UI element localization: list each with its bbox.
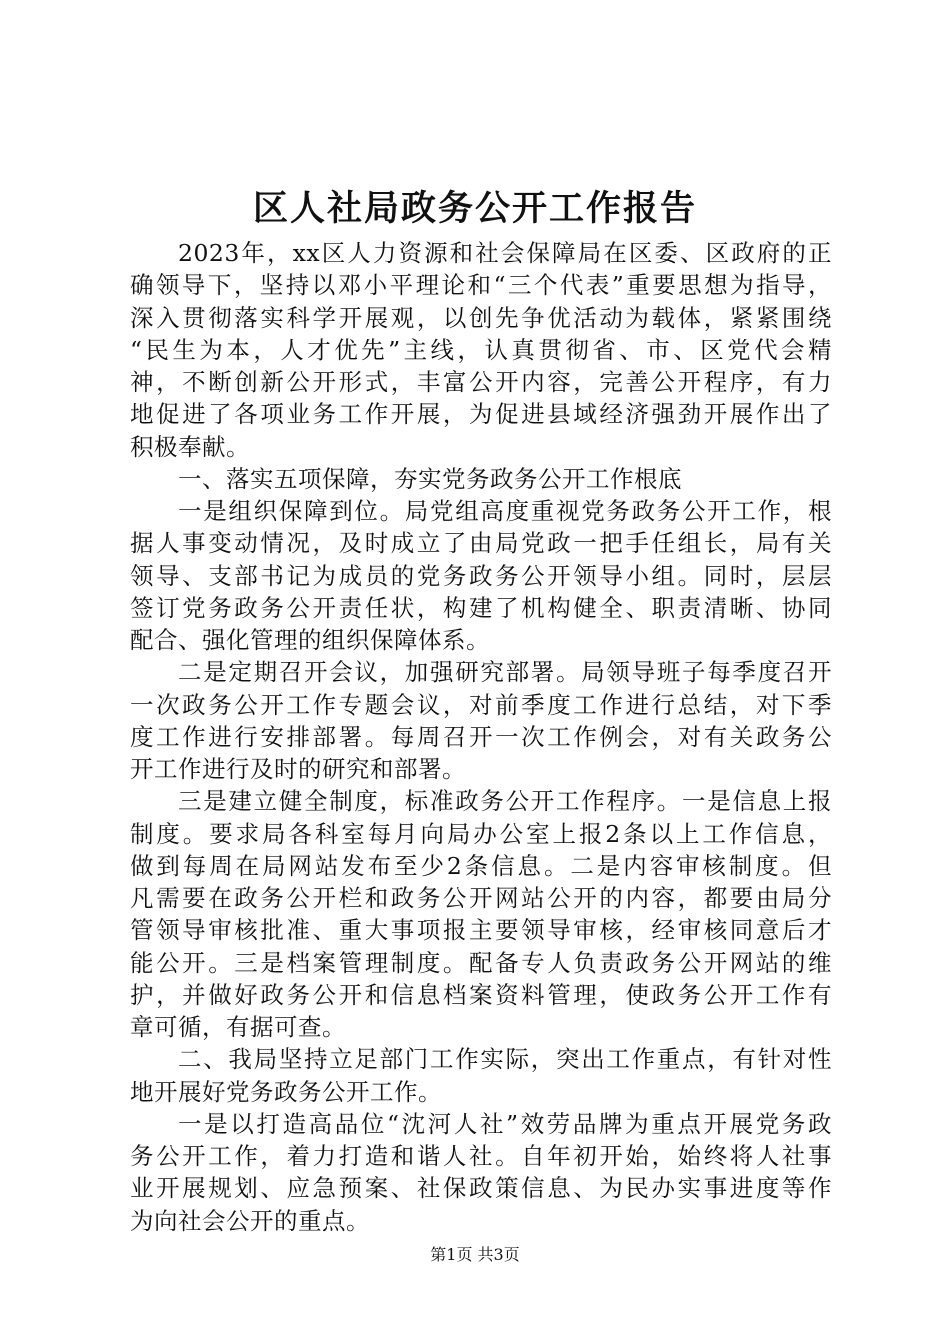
text-line: 一、落实五项保障，夯实党务政务公开工作根底 bbox=[178, 464, 682, 493]
text-line: 章可循，有据可查。 bbox=[130, 1013, 346, 1041]
text-line: 领导、支部书记为成员的党务政务公开领导小组。同时，层层 bbox=[130, 561, 832, 590]
text-line: 配合、强化管理的组织保障体系。 bbox=[130, 626, 490, 654]
text-line: 2023年，xx区人力资源和社会保障局在区委、区政府的正 bbox=[178, 239, 832, 267]
text-line: 开工作进行及时的研究和部署。 bbox=[130, 755, 466, 783]
text-line: 地开展好党务政务公开工作。 bbox=[130, 1077, 442, 1106]
text-line: 一是以打造高品位“沈河人社”效劳品牌为重点开展党务政 bbox=[178, 1109, 832, 1138]
paragraph bbox=[130, 495, 832, 656]
text-line: 一是组织保障到位。局党组高度重视党务政务公开工作，根 bbox=[178, 497, 832, 525]
text-line: 二、我局坚持立足部门工作实际，突出工作重点，有针对性 bbox=[178, 1045, 832, 1074]
text-line: 度工作进行安排部署。每周召开一次工作例会，对有关政务公 bbox=[130, 722, 832, 751]
paragraph bbox=[130, 656, 832, 785]
text-line: 能公开。三是档案管理制度。配备专人负责政务公开网站的维 bbox=[130, 948, 832, 977]
text-line: 护，并做好政务公开和信息档案资料管理，使政务公开工作有 bbox=[130, 980, 832, 1009]
text-line: 地促进了各项业务工作开展，为促进县域经济强劲开展作出了 bbox=[130, 400, 832, 429]
document-title: 区人社局政务公开工作报告 bbox=[252, 188, 697, 229]
text-line: 积极奉献。 bbox=[130, 432, 250, 461]
text-line: 为向社会公开的重点。 bbox=[130, 1206, 370, 1235]
text-line: 三是建立健全制度，标准政务公开工作程序。一是信息上报 bbox=[178, 787, 832, 816]
text-line: 一次政务公开工作专题会议，对前季度工作进行总结，对下季 bbox=[130, 690, 832, 719]
page-footer: 第1页 共3页 bbox=[430, 1245, 520, 1264]
paragraph bbox=[130, 1043, 832, 1108]
document-body bbox=[130, 237, 832, 1237]
text-line: 做到每周在局网站发布至少2条信息。二是内容审核制度。但 bbox=[130, 851, 832, 880]
text-line: 深入贯彻落实科学开展观，以创先争优活动为载体，紧紧围绕 bbox=[130, 303, 832, 332]
text-line: “民生为本，人才优先”主线，认真贯彻省、市、区党代会精 bbox=[130, 335, 832, 364]
text-line: 确领导下，坚持以邓小平理论和“三个代表”重要思想为指导， bbox=[130, 271, 832, 300]
paragraph bbox=[130, 237, 832, 463]
text-line: 制度。要求局各科室每月向局办公室上报2条以上工作信息， bbox=[130, 819, 832, 848]
text-line: 神，不断创新公开形式，丰富公开内容，完善公开程序，有力 bbox=[130, 368, 832, 396]
text-line: 签订党务政务公开责任状，构建了机构健全、职责清晰、协同 bbox=[130, 593, 832, 622]
paragraph bbox=[130, 463, 832, 495]
paragraph bbox=[130, 1108, 832, 1237]
text-line: 二是定期召开会议，加强研究部署。局领导班子每季度召开 bbox=[178, 658, 832, 687]
paragraph bbox=[130, 785, 832, 1043]
text-line: 务公开工作，着力打造和谐人社。自年初开始，始终将人社事 bbox=[130, 1142, 832, 1170]
text-line: 据人事变动情况，及时成立了由局党政一把手任组长，局有关 bbox=[130, 529, 832, 558]
text-line: 凡需要在政务公开栏和政务公开网站公开的内容，都要由局分 bbox=[130, 884, 832, 912]
text-line: 管领导审核批准、重大事项报主要领导审核，经审核同意后才 bbox=[130, 916, 832, 945]
text-line: 业开展规划、应急预案、社保政策信息、为民办实事进度等作 bbox=[130, 1174, 832, 1203]
